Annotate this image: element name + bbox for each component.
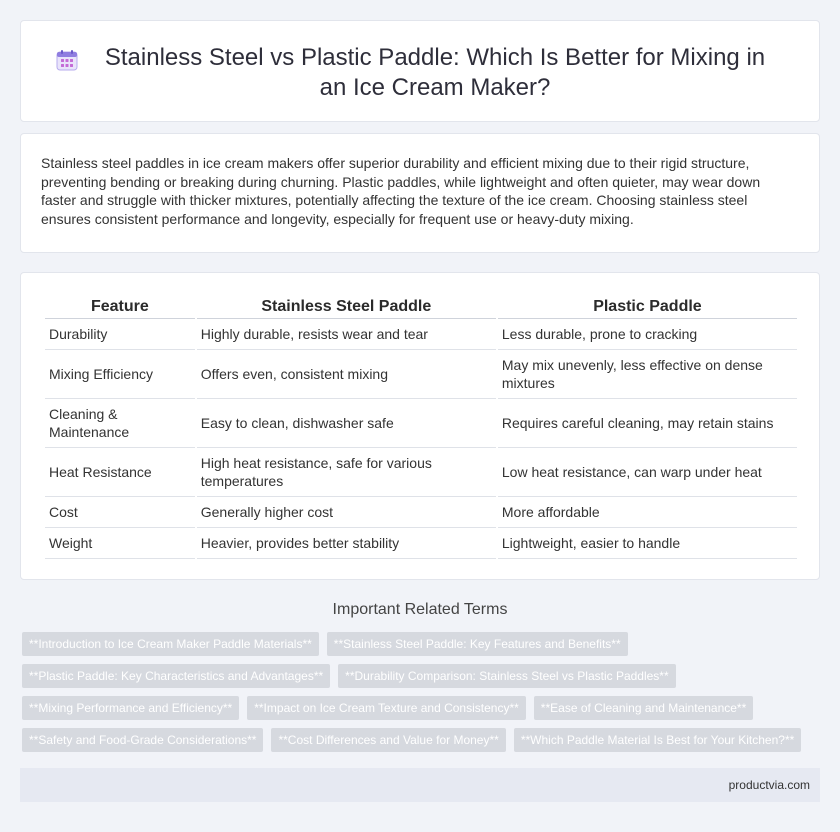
table-cell-stainless: Highly durable, resists wear and tear xyxy=(197,319,496,350)
table-header-row xyxy=(45,295,797,319)
tag-link[interactable]: **Stainless Steel Paddle: Key Features and Benefits** xyxy=(327,632,628,656)
tag-link[interactable]: **Durability Comparison: Stainless Steel vs Plastic Paddles** xyxy=(338,664,675,688)
table-cell-stainless: High heat resistance, safe for various temperatures xyxy=(197,448,496,497)
tag-link[interactable]: **Impact on Ice Cream Texture and Consistency** xyxy=(247,696,526,720)
title-card xyxy=(20,20,820,122)
table-cell-feature: Durability xyxy=(45,319,195,350)
table-row xyxy=(45,528,797,559)
table-cell-plastic: May mix unevenly, less effective on dense mixtures xyxy=(498,350,797,399)
header-stainless-steel: Stainless Steel Paddle xyxy=(197,295,496,319)
table-row xyxy=(45,497,797,528)
related-terms-title: Important Related Terms xyxy=(332,601,508,618)
footer-site-link[interactable]: productvia.com xyxy=(728,778,810,792)
intro-paragraph: Stainless steel paddles in ice cream makers offer superior durability and efficient mixing due to their rigid structure, preventing bending or breaking during churning. Plastic paddles, while lightweight and often quieter, may wear down faster and struggle with thicker mixtures, potentially affecting the texture of the ice cream. Choosing stainless steel ensures consistent performance and longevity, especially for frequent use or heavy-duty mixing. xyxy=(41,155,761,227)
tag-row xyxy=(22,728,822,752)
table-cell-stainless: Offers even, consistent mixing xyxy=(197,350,496,399)
tag-link[interactable]: **Which Paddle Material Is Best for Your Kitchen?** xyxy=(514,728,801,752)
header-feature: Feature xyxy=(45,295,195,319)
table-row xyxy=(45,350,797,399)
table-cell-stainless: Easy to clean, dishwasher safe xyxy=(197,399,496,448)
tag-link[interactable]: **Safety and Food-Grade Considerations** xyxy=(22,728,263,752)
page-title: Stainless Steel vs Plastic Paddle: Which Is Better for Mixing in an Ice Cream Maker? xyxy=(104,44,766,101)
table-cell-stainless: Generally higher cost xyxy=(197,497,496,528)
tag-link[interactable]: **Introduction to Ice Cream Maker Paddle Materials** xyxy=(22,632,319,656)
tag-row xyxy=(22,632,822,656)
footer xyxy=(20,768,820,802)
table-cell-plastic: Lightweight, easier to handle xyxy=(498,528,797,559)
table-cell-feature: Cleaning & Maintenance xyxy=(45,399,195,448)
comparison-table xyxy=(43,295,799,559)
table-cell-feature: Mixing Efficiency xyxy=(45,350,195,399)
table-cell-plastic: Requires careful cleaning, may retain stains xyxy=(498,399,797,448)
table-cell-plastic: Less durable, prone to cracking xyxy=(498,319,797,350)
table-row xyxy=(45,448,797,497)
table-cell-stainless: Heavier, provides better stability xyxy=(197,528,496,559)
tag-link[interactable]: **Plastic Paddle: Key Characteristics and Advantages** xyxy=(22,664,330,688)
header-plastic: Plastic Paddle xyxy=(498,295,797,319)
table-cell-plastic: More affordable xyxy=(498,497,797,528)
tag-row xyxy=(22,696,822,720)
comparison-table-card xyxy=(20,272,820,580)
table-row xyxy=(45,319,797,350)
related-terms-tags xyxy=(22,632,822,760)
intro-card xyxy=(20,133,820,253)
tag-row xyxy=(22,664,822,688)
table-cell-plastic: Low heat resistance, can warp under heat xyxy=(498,448,797,497)
table-cell-feature: Cost xyxy=(45,497,195,528)
table-cell-feature: Weight xyxy=(45,528,195,559)
tag-link[interactable]: **Ease of Cleaning and Maintenance** xyxy=(534,696,753,720)
tag-link[interactable]: **Mixing Performance and Efficiency** xyxy=(22,696,239,720)
tag-link[interactable]: **Cost Differences and Value for Money** xyxy=(271,728,505,752)
table-cell-feature: Heat Resistance xyxy=(45,448,195,497)
table-row xyxy=(45,399,797,448)
